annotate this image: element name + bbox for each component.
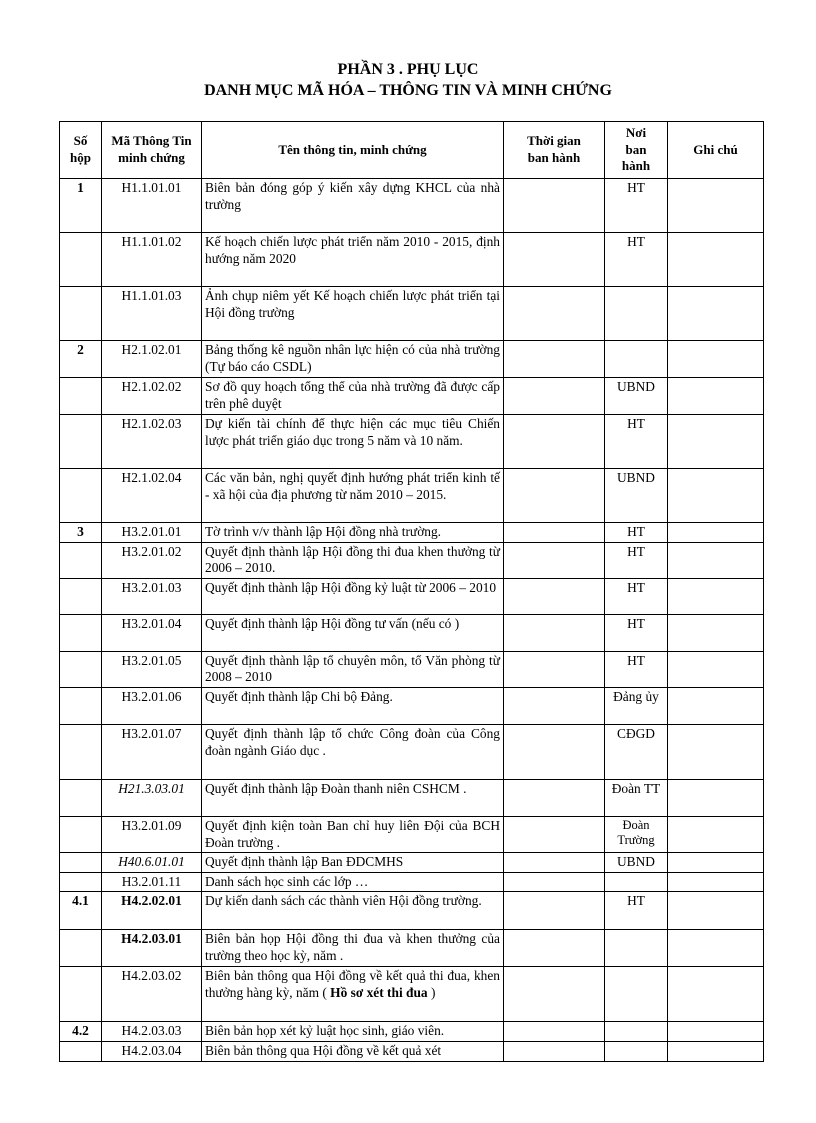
code-cell: H3.2.01.03 [102,578,202,614]
note-cell [668,651,764,687]
time-cell [504,853,605,873]
code-cell: H3.2.01.04 [102,614,202,651]
box-cell [60,687,102,724]
time-cell [504,614,605,651]
name-cell: Quyết định kiện toàn Ban chỉ huy liên Đội của BCH Đoàn trường . [202,816,504,852]
code-cell: H1.1.01.03 [102,287,202,341]
code-cell: H2.1.02.02 [102,378,202,415]
box-cell: 4.2 [60,1022,102,1042]
org-cell [605,1041,668,1061]
note-cell [668,1041,764,1061]
table-row [60,523,764,543]
name-bold-text: Hồ sơ xét thi đua [326,984,428,1000]
header-code-line1: Mã Thông Tin [111,133,192,149]
name-cell: Biên bản thông qua Hội đồng về kết quả xét [202,1041,504,1061]
evidence-table [59,121,764,1062]
time-cell [504,179,605,233]
org-cell: HT [605,523,668,543]
table-row [60,930,764,967]
table-header-row [60,122,764,179]
header-time-line1: Thời gian [527,133,581,149]
time-cell [504,930,605,967]
time-cell [504,724,605,779]
note-cell [668,341,764,378]
time-cell [504,1041,605,1061]
time-cell [504,651,605,687]
code-cell: H4.2.03.03 [102,1022,202,1042]
name-cell: Quyết định thành lập Ban ĐDCMHS [202,853,504,873]
note-cell [668,687,764,724]
note-cell [668,892,764,930]
code-cell: H40.6.01.01 [102,853,202,873]
name-text-end: ) [427,984,436,1000]
org-cell: HT [605,614,668,651]
time-cell [504,892,605,930]
org-cell: UBND [605,853,668,873]
org-cell [605,287,668,341]
table-row [60,1022,764,1042]
note-cell [668,967,764,1022]
note-cell [668,523,764,543]
box-cell [60,779,102,816]
time-cell [504,967,605,1022]
section-title: PHẦN 3 . PHỤ LỤC [337,61,479,78]
table-row [60,892,764,930]
note-cell [668,378,764,415]
note-cell [668,469,764,523]
name-cell: Quyết định thành lập tổ chức Công đoàn của Công đoàn ngành Giáo dục . [202,724,504,779]
box-cell [60,724,102,779]
name-text: Biên bản thông qua Hội đồng về kết quả thi đua, khen thưởng hàng kỳ, năm ( [205,968,500,1000]
table-row [60,233,764,287]
code-cell: H3.2.01.09 [102,816,202,852]
time-cell [504,233,605,287]
org-cell: HT [605,892,668,930]
code-cell: H3.2.01.01 [102,523,202,543]
time-cell [504,687,605,724]
time-cell [504,523,605,543]
table-row [60,378,764,415]
time-cell [504,341,605,378]
header-org-line3: hành [621,158,651,174]
code-cell: H2.1.02.04 [102,469,202,523]
note-cell [668,287,764,341]
time-cell [504,542,605,578]
time-cell [504,872,605,892]
org-cell: HT [605,578,668,614]
header-name: Tên thông tin, minh chứng [202,122,504,179]
code-cell: H3.2.01.02 [102,542,202,578]
table-row [60,614,764,651]
code-cell: H3.2.01.05 [102,651,202,687]
name-cell: Quyết định thành lập tổ chuyên môn, tổ Văn phòng từ 2008 – 2010 [202,651,504,687]
code-cell: H3.2.01.11 [102,872,202,892]
note-cell [668,614,764,651]
header-note: Ghi chú [668,122,764,179]
box-cell [60,378,102,415]
org-cell [605,341,668,378]
time-cell [504,378,605,415]
name-cell: Quyết định thành lập Hội đồng thi đua khen thưởng từ 2006 – 2010. [202,542,504,578]
code-cell: H4.2.02.01 [102,892,202,930]
box-cell: 2 [60,341,102,378]
org-cell [605,967,668,1022]
org-cell: HT [605,233,668,287]
name-cell: Dự kiến danh sách các thành viên Hội đồng trường. [202,892,504,930]
table-row [60,872,764,892]
note-cell [668,233,764,287]
org-cell: HT [605,179,668,233]
time-cell [504,1022,605,1042]
table-row [60,415,764,469]
box-cell [60,930,102,967]
header-org-line1: Nơi [625,125,647,141]
table-row [60,779,764,816]
name-cell: Bảng thống kê nguồn nhân lực hiện có của nhà trường (Tự báo cáo CSDL) [202,341,504,378]
code-cell: H4.2.03.04 [102,1041,202,1061]
table-row [60,687,764,724]
org-cell: Đoàn Trường [605,816,668,852]
code-cell: H3.2.01.07 [102,724,202,779]
header-time [504,122,605,179]
org-cell: HT [605,415,668,469]
box-cell: 3 [60,523,102,543]
note-cell [668,779,764,816]
box-cell [60,651,102,687]
time-cell [504,816,605,852]
document-title: DANH MỤC MÃ HÓA – THÔNG TIN VÀ MINH CHỨNG [204,82,612,99]
code-cell: H1.1.01.02 [102,233,202,287]
code-cell: H1.1.01.01 [102,179,202,233]
table-row [60,651,764,687]
name-cell: Quyết định thành lập Hội đồng kỷ luật từ 2006 – 2010 [202,578,504,614]
org-cell: HT [605,651,668,687]
time-cell [504,287,605,341]
org-cell: CĐGD [605,724,668,779]
name-cell: Biên bản họp xét kỷ luật học sinh, giáo viên. [202,1022,504,1042]
note-cell [668,415,764,469]
box-cell [60,542,102,578]
name-cell: Sơ đồ quy hoạch tổng thể của nhà trường đã được cấp trên phê duyệt [202,378,504,415]
name-cell: Ảnh chụp niêm yết Kế hoạch chiến lược phát triển tại Hội đồng trường [202,287,504,341]
table-row [60,179,764,233]
name-cell: Quyết định thành lập Hội đồng tư vấn (nếu có ) [202,614,504,651]
org-cell: HT [605,542,668,578]
table-row [60,816,764,852]
table-row [60,853,764,873]
table-row [60,724,764,779]
name-cell: Quyết định thành lập Chi bộ Đảng. [202,687,504,724]
table-row [60,542,764,578]
org-cell: UBND [605,378,668,415]
table-row [60,469,764,523]
name-cell [202,967,504,1022]
box-cell: 1 [60,179,102,233]
box-cell [60,816,102,852]
header-org-line2: ban [625,141,647,157]
box-cell [60,233,102,287]
box-cell [60,469,102,523]
name-cell: Kế hoạch chiến lược phát triển năm 2010 - 2015, định hướng năm 2020 [202,233,504,287]
code-cell: H4.2.03.01 [102,930,202,967]
note-cell [668,1022,764,1042]
code-cell: H4.2.03.02 [102,967,202,1022]
name-cell: Biên bản đóng góp ý kiến xây dựng KHCL của nhà trường [202,179,504,233]
box-cell [60,853,102,873]
note-cell [668,578,764,614]
org-cell [605,930,668,967]
box-cell [60,1041,102,1061]
name-cell: Dự kiến tài chính để thực hiện các mục tiêu Chiến lược phát triển giáo dục trong 5 năm và 10 năm. [202,415,504,469]
header-code [102,122,202,179]
box-cell [60,287,102,341]
time-cell [504,779,605,816]
org-cell: UBND [605,469,668,523]
box-cell: 4.1 [60,892,102,930]
name-cell: Danh sách học sinh các lớp … [202,872,504,892]
org-cell [605,1022,668,1042]
org-cell: Đoàn TT [605,779,668,816]
table-row [60,287,764,341]
table-row [60,578,764,614]
time-cell [504,578,605,614]
table-row [60,341,764,378]
code-cell: H3.2.01.06 [102,687,202,724]
box-cell [60,967,102,1022]
box-cell [60,872,102,892]
table-row [60,967,764,1022]
header-code-line2: minh chứng [118,150,185,165]
org-cell: Đảng ủy [605,687,668,724]
note-cell [668,724,764,779]
name-cell: Tờ trình v/v thành lập Hội đồng nhà trường. [202,523,504,543]
time-cell [504,469,605,523]
note-cell [668,872,764,892]
note-cell [668,853,764,873]
box-cell [60,578,102,614]
note-cell [668,930,764,967]
box-cell [60,614,102,651]
header-box: Số hộp [60,122,102,179]
org-cell [605,872,668,892]
code-cell: H21.3.03.01 [102,779,202,816]
table-row [60,1041,764,1061]
note-cell [668,816,764,852]
box-cell [60,415,102,469]
header-org [605,122,668,179]
name-cell: Các văn bản, nghị quyết định hướng phát triển kinh tế - xã hội của địa phương từ năm 2010 – 2015. [202,469,504,523]
time-cell [504,415,605,469]
code-cell: H2.1.02.01 [102,341,202,378]
note-cell [668,542,764,578]
name-cell: Quyết định thành lập Đoàn thanh niên CSHCM . [202,779,504,816]
code-cell: H2.1.02.03 [102,415,202,469]
name-cell: Biên bản họp Hội đồng thi đua và khen thưởng của trường theo học kỳ, năm . [202,930,504,967]
header-time-line2: ban hành [527,150,581,165]
note-cell [668,179,764,233]
